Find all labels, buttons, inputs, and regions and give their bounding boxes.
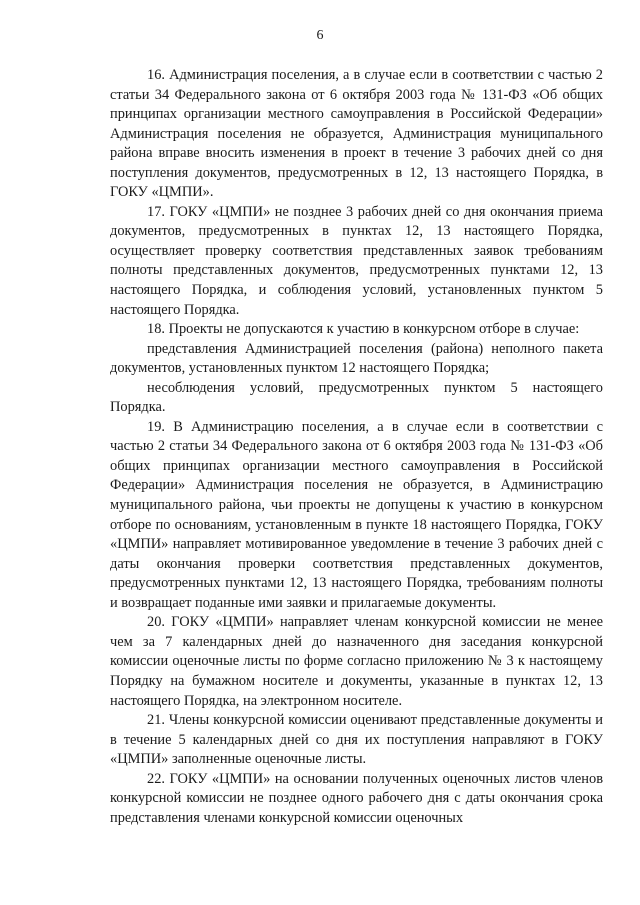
document-body xyxy=(110,66,603,828)
paragraph-18-case-1: представления Администрацией поселения (района) неполного пакета документов, установленных пунктом 12 настоящего Порядка; xyxy=(110,340,603,377)
paragraph-16: 16. Администрация поселения, а в случае если в соответствии с частью 2 статьи 34 Федерального закона от 6 октября 2003 года № 131-ФЗ «Об общих принципах организации местного самоуправления в Российской Федерации» Администрация поселения не образуется, Администрация муниципального района вправе вносить изменения в проект в течение 3 рабочих дней со дня поступления документов, предусмотренных в 12, 13 настоящего Порядка, в ГОКУ «ЦМПИ». xyxy=(110,67,603,201)
page-number: 6 xyxy=(316,28,324,43)
paragraph-20: 20. ГОКУ «ЦМПИ» направляет членам конкурсной комиссии не менее чем за 7 календарных дней до назначенного дня заседания конкурсной комиссии оценочные листы по форме согласно приложению № 3 к настоящему Порядку на бумажном носителе и документы, указанные в пунктах 12, 13 настоящего Порядка, на электронном носителе. xyxy=(110,614,603,709)
paragraph-17: 17. ГОКУ «ЦМПИ» не позднее 3 рабочих дней со дня окончания приема документов, предусмотренных в пунктах 12, 13 настоящего Порядка, осуществляет проверку соответствия представленных заявок требованиям полноты представленных документов, предусмотренных пунктами 12, 13 настоящего Порядка, и соблюдения условий, установленных пунктом 5 настоящего Порядка. xyxy=(110,203,603,318)
paragraph-18: 18. Проекты не допускаются к участию в конкурсном отборе в случае: xyxy=(147,321,580,338)
paragraph-21: 21. Члены конкурсной комиссии оценивают представленные документы и в течение 5 календарных дней со дня их поступления направляют в ГОКУ «ЦМПИ» заполненные оценочные листы. xyxy=(110,712,603,768)
paragraph-18-case-2: несоблюдения условий, предусмотренных пунктом 5 настоящего Порядка. xyxy=(110,379,603,416)
paragraph-22: 22. ГОКУ «ЦМПИ» на основании полученных оценочных листов членов конкурсной комиссии не позднее одного рабочего дня с даты окончания срока представления членами конкурсной комиссии оценочных xyxy=(110,770,603,826)
paragraph-19: 19. В Администрацию поселения, а в случае если в соответствии с частью 2 статьи 34 Федерального закона от 6 октября 2003 года № 131-ФЗ «Об общих принципах организации местного самоуправления в Российской Федерации» Администрация поселения не образуется, в Администрацию муниципального района, чьи проекты не допущены к участию в конкурсном отборе по основаниям, установленным в пункте 18 настоящего Порядка, ГОКУ «ЦМПИ» направляет мотивированное уведомление в течение 3 рабочих дней с даты окончания проверки соответствия представленных документов, предусмотренных пунктами 12, 13 настоящего Порядка, требованиям полноты и возвращает поданные ими заявки и прилагаемые документы. xyxy=(110,418,603,611)
